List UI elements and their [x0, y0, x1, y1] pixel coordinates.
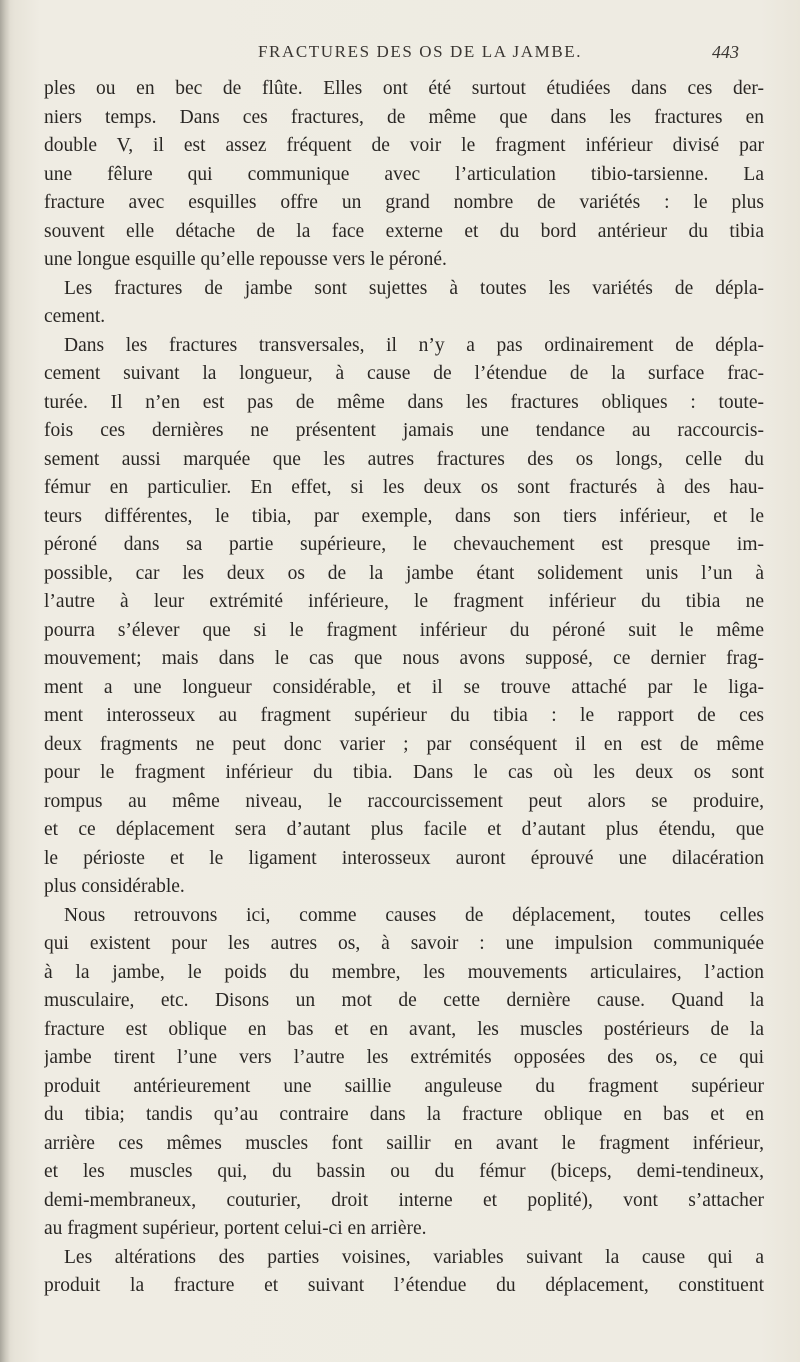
text-line: niers temps. Dans ces fractures, de même que dans les fractures en: [44, 106, 764, 128]
text-line: le périoste et le ligament interosseux auront éprouvé une dilacération: [44, 847, 764, 869]
text-line: turée. Il n’en est pas de même dans les fractures obliques : toute-: [44, 391, 764, 413]
running-head: [0, 42, 800, 72]
text-line: une longue esquille qu’elle repousse vers le péroné.: [44, 249, 447, 270]
text-line: fémur en particulier. En effet, si les deux os sont fracturés à des hau-: [44, 477, 764, 498]
text-line: musculaire, etc. Disons un mot de cette dernière cause. Quand la: [44, 990, 764, 1011]
text-line: et ce déplacement sera d’autant plus facile et d’autant plus étendu, que: [44, 819, 764, 840]
text-line: possible, car les deux os de la jambe étant solidement unis l’un à: [44, 562, 764, 584]
text-line: plus considérable.: [44, 876, 185, 897]
text-line: ment a une longueur considérable, et il se trouve attaché par le liga-: [44, 676, 764, 698]
text-line: produit antérieurement une saillie anguleuse du fragment supérieur: [44, 1075, 764, 1097]
text-line: Les fractures de jambe sont sujettes à toutes les variétés de dépla-: [64, 277, 764, 299]
text-line: pour le fragment inférieur du tibia. Dans le cas où les deux os sont: [44, 762, 764, 783]
text-line: qui existent pour les autres os, à savoir : une impulsion communiquée: [44, 933, 764, 954]
text-line: mouvement; mais dans le cas que nous avons supposé, ce dernier frag-: [44, 648, 764, 669]
text-line: l’autre à leur extrémité inférieure, le fragment inférieur du tibia ne: [44, 591, 764, 612]
text-line: demi-membraneux, couturier, droit interne et poplité), vont s’attacher: [44, 1189, 764, 1211]
text-line: fracture est oblique en bas et en avant, les muscles postérieurs de la: [44, 1018, 764, 1040]
text-line: à la jambe, le poids du membre, les mouvements articulaires, l’action: [44, 961, 764, 983]
text-line: double V, il est assez fréquent de voir le fragment inférieur divisé par: [44, 135, 764, 156]
text-line: teurs différentes, le tibia, par exemple, dans son tiers inférieur, et le: [44, 505, 764, 527]
text-line: sement aussi marquée que les autres fractures des os longs, celle du: [44, 448, 764, 470]
text-line: rompus au même niveau, le raccourcissement peut alors se produire,: [44, 790, 764, 812]
text-line: au fragment supérieur, portent celui-ci en arrière.: [44, 1218, 427, 1239]
text-line: Nous retrouvons ici, comme causes de déplacement, toutes celles: [64, 904, 764, 926]
text-line: pourra s’élever que si le fragment inférieur du péroné suit le même: [44, 619, 764, 641]
text-line: cement.: [44, 306, 106, 327]
text-line: jambe tirent l’une vers l’autre les extrémités opposées des os, ce qui: [44, 1047, 764, 1068]
text-line: et les muscles qui, du bassin ou du fémur (biceps, demi-tendineux,: [44, 1161, 764, 1182]
running-title: FRACTURES DES OS DE LA JAMBE.: [258, 42, 583, 61]
text-line: péroné dans sa partie supérieure, le chevauchement est presque im-: [44, 534, 764, 555]
text-line: deux fragments ne peut donc varier ; par conséquent il en est de même: [44, 733, 764, 755]
text-line: du tibia; tandis qu’au contraire dans la fracture oblique en bas et en: [44, 1104, 764, 1125]
binding-edge: [0, 0, 10, 1362]
text-line: souvent elle détache de la face externe et du bord antérieur du tibia: [44, 220, 764, 242]
page-number: 443: [712, 42, 739, 62]
text-line: arrière ces mêmes muscles font saillir en avant le fragment inférieur,: [44, 1132, 764, 1154]
text-line: produit la fracture et suivant l’étendue du déplacement, constituent: [44, 1275, 764, 1296]
text-line: fois ces dernières ne présentent jamais une tendance au raccourcis-: [44, 420, 764, 441]
text-line: fracture avec esquilles offre un grand nombre de variétés : le plus: [44, 192, 764, 213]
text-line: Dans les fractures transversales, il n’y a pas ordinairement de dépla-: [64, 334, 764, 356]
body-text: [44, 75, 764, 1301]
text-line: cement suivant la longueur, à cause de l’étendue de la surface frac-: [44, 363, 764, 384]
text-line: Les altérations des parties voisines, variables suivant la cause qui a: [64, 1246, 764, 1268]
text-line: ment interosseux au fragment supérieur du tibia : le rapport de ces: [44, 705, 764, 726]
text-line: une fêlure qui communique avec l’articulation tibio-tarsienne. La: [44, 163, 764, 185]
text-line: ples ou en bec de flûte. Elles ont été surtout étudiées dans ces der-: [44, 78, 764, 99]
